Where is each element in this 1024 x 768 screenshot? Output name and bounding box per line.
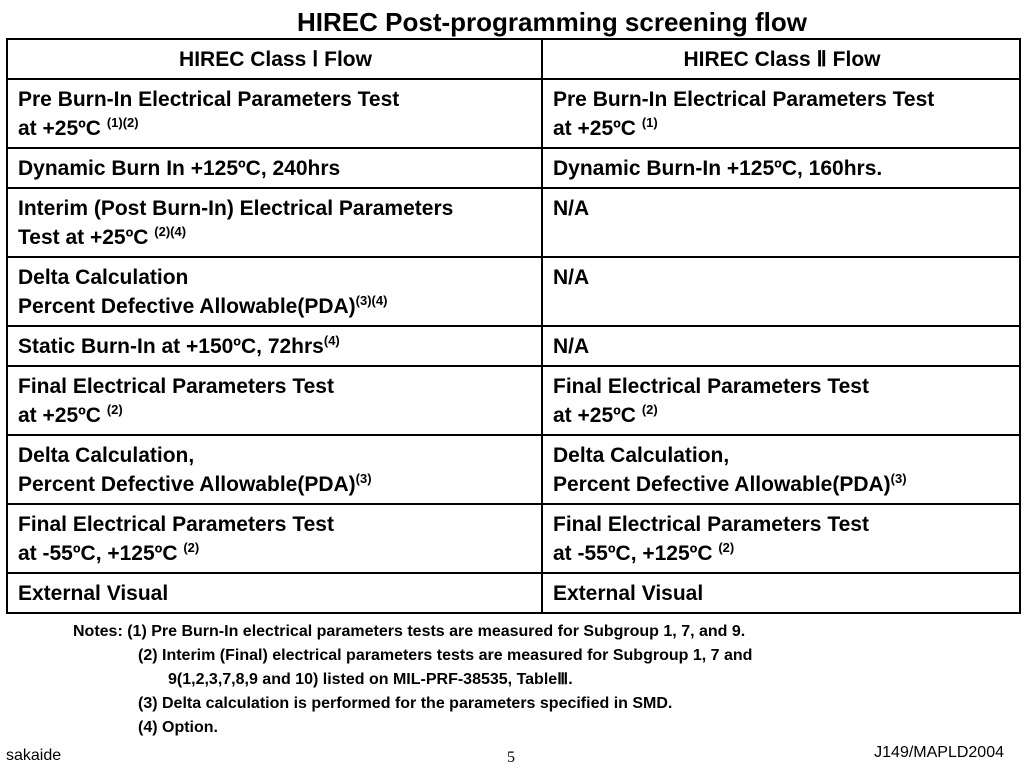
class2-step	[542, 188, 1020, 257]
step-line: N/A	[553, 335, 590, 358]
footnote-ref: (2)(4)	[154, 224, 187, 239]
step-line: External Visual	[553, 582, 704, 605]
table-row	[7, 188, 1020, 257]
table-row	[7, 79, 1020, 148]
class1-step	[7, 573, 542, 613]
step-line: at +25ºC $^{(2)}$	[18, 402, 123, 427]
step-line: Pre Burn-In Electrical Parameters Test	[553, 88, 935, 111]
step-line: at +25ºC $^{(2)}$	[553, 402, 658, 427]
notes-section	[73, 620, 1013, 740]
step-line: Pre Burn-In Electrical Parameters Test	[18, 88, 400, 111]
class1-step	[7, 148, 542, 188]
step-line: Delta Calculation,	[553, 444, 730, 467]
table-row	[7, 504, 1020, 573]
step-line: at +25ºC $^{(1)}$	[553, 115, 658, 140]
class1-step	[7, 435, 542, 504]
class2-step	[542, 326, 1020, 366]
step-line: Dynamic Burn In +125ºC, 240hrs	[18, 157, 341, 180]
step-line: at +25ºC $^{(1)(2)}$	[18, 115, 139, 140]
class2-step	[542, 148, 1020, 188]
footnote-ref: (2)	[183, 540, 200, 555]
table-row	[7, 366, 1020, 435]
class1-step	[7, 257, 542, 326]
step-line: N/A	[553, 197, 590, 220]
note-line: (2) Interim (Final) electrical parameters tests are measured for Subgroup 1, 7 and	[138, 647, 753, 664]
table-row	[7, 573, 1020, 613]
footnote-ref: (3)	[890, 471, 907, 486]
class2-step	[542, 366, 1020, 435]
step-line: Percent Defective Allowable(PDA)$^{(3)(4)}$	[18, 293, 388, 318]
step-line: at -55ºC, +125ºC $^{(2)}$	[553, 540, 735, 565]
class2-step	[542, 79, 1020, 148]
class2-header: HIREC Class Ⅱ Flow	[542, 39, 1020, 79]
step-line: Final Electrical Parameters Test	[18, 513, 334, 536]
table-row	[7, 435, 1020, 504]
footnote-ref: (1)(2)	[106, 115, 139, 130]
table-row	[7, 257, 1020, 326]
footnote-ref: (1)	[641, 115, 658, 130]
class1-step	[7, 366, 542, 435]
table-row	[7, 148, 1020, 188]
class1-step	[7, 326, 542, 366]
page-number: 5	[507, 749, 515, 766]
step-line: Delta Calculation,	[18, 444, 195, 467]
class1-header: HIREC Class Ⅰ Flow	[7, 39, 542, 79]
step-line: Final Electrical Parameters Test	[18, 375, 334, 398]
footnote-ref: (2)	[106, 402, 123, 417]
note-line: Notes: (1) Pre Burn-In electrical parameters tests are measured for Subgroup 1, 7, and 9.	[73, 623, 746, 640]
step-line: Percent Defective Allowable(PDA)$^{(3)}$	[18, 471, 372, 496]
footnote-ref: (3)	[355, 471, 372, 486]
class1-step	[7, 79, 542, 148]
step-line: External Visual	[18, 582, 169, 605]
step-line: Test at +25ºC $^{(2)(4)}$	[18, 224, 187, 249]
step-line: at -55ºC, +125ºC $^{(2)}$	[18, 540, 200, 565]
note-line: (4) Option.	[138, 719, 218, 736]
step-line: Delta Calculation	[18, 266, 189, 289]
table-header-row	[7, 39, 1020, 79]
step-line: Dynamic Burn-In +125ºC, 160hrs.	[553, 157, 883, 180]
page-title: HIREC Post-programming screening flow	[297, 7, 807, 37]
class2-step	[542, 504, 1020, 573]
step-line: Static Burn-In at +150ºC, 72hrs$^{(4)}$	[18, 333, 340, 358]
footnote-ref: (3)(4)	[355, 293, 388, 308]
class2-step	[542, 435, 1020, 504]
step-line: Final Electrical Parameters Test	[553, 375, 869, 398]
footnote-ref: (2)	[718, 540, 735, 555]
class1-step	[7, 504, 542, 573]
step-line: Interim (Post Burn-In) Electrical Parameters	[18, 197, 454, 220]
note-line: (3) Delta calculation is performed for the parameters specified in SMD.	[138, 695, 673, 712]
footer-reference: J149/MAPLD2004	[874, 744, 1004, 761]
note-line: 9(1,2,3,7,8,9 and 10) listed on MIL-PRF-38535, TableⅢ.	[168, 671, 573, 688]
step-line: N/A	[553, 266, 590, 289]
table-row	[7, 326, 1020, 366]
class2-step	[542, 257, 1020, 326]
step-line: Percent Defective Allowable(PDA)$^{(3)}$	[553, 471, 907, 496]
footnote-ref: (2)	[641, 402, 658, 417]
screening-flow-table	[6, 38, 1021, 614]
footnote-ref: (4)	[323, 333, 340, 348]
class2-step	[542, 573, 1020, 613]
footer-author: sakaide	[6, 747, 62, 764]
class1-step	[7, 188, 542, 257]
step-line: Final Electrical Parameters Test	[553, 513, 869, 536]
